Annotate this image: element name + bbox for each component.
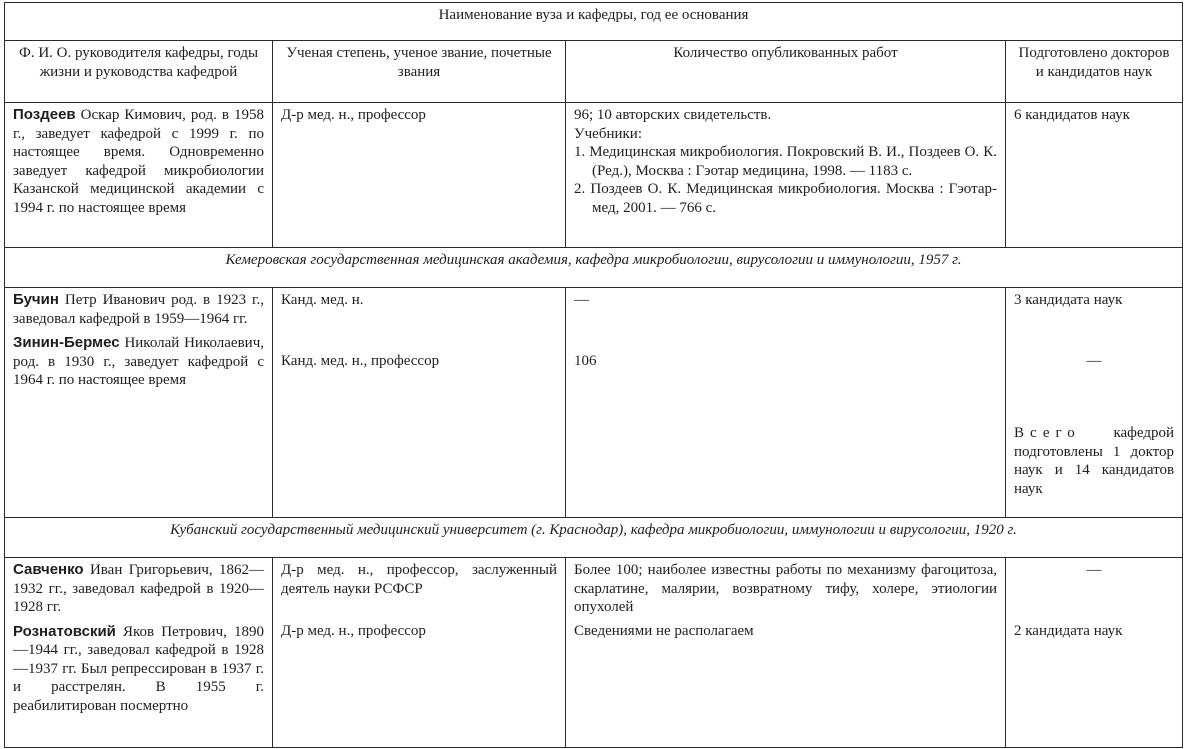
works-cell — [566, 558, 1006, 748]
table-title: Наименование вуза и кафедры, год ее основания — [5, 3, 1183, 41]
trained-value: — — [1086, 352, 1102, 369]
works-value: 106 — [574, 352, 597, 369]
works-cell — [566, 103, 1006, 248]
head-bio: Яков Петрович, 1890—1944 гг., заведовал кафедрой в 1928—1937 гг. Был репрессирован в 1937 г. и расстрелян. В 1955 г. реабилитирован посмертно — [13, 623, 264, 714]
section-row — [5, 518, 1183, 558]
trained-cell: 6 кандидатов наук — [1006, 103, 1183, 248]
head-cell — [5, 558, 273, 748]
total-word: Всего — [1014, 425, 1081, 441]
degree-cell — [273, 558, 566, 748]
trained-cell — [1006, 558, 1183, 748]
works-value: — — [574, 292, 589, 308]
degree-cell: Д-р мед. н., профессор — [273, 103, 566, 248]
column-header-name: Ф. И. О. руководителя кафедры, годы жизни и руководства кафедрой — [5, 41, 273, 103]
head-name: Савченко — [13, 561, 84, 578]
head-name: Поздеев — [13, 106, 76, 123]
table-row — [5, 103, 1183, 248]
column-header-trained: Подготовлено докторов и кандидатов наук — [1006, 41, 1183, 103]
head-bio: Иван Григорьевич, 1862—1932 гг., заведовал кафедрой в 1920—1928 гг. — [13, 562, 264, 615]
table-row — [5, 288, 1183, 518]
works-subtitle: Учебники: — [574, 125, 642, 142]
degree-value: Д-р мед. н., профессор — [281, 623, 426, 639]
works-count: 96; 10 авторских свидетельств. — [574, 107, 772, 123]
works-cell — [566, 288, 1006, 518]
trained-value: 2 кандидата наук — [1014, 623, 1123, 639]
list-item: 2. Поздеев О. К. Медицинская микробиология. Москва : Гэотар-мед, 2001. — 766 с. — [574, 181, 997, 216]
head-bio: Николай Николаевич, род. в 1930 г., заведует кафедрой с 1964 г. по настоящее время — [13, 335, 264, 388]
degree-value: Д-р мед. н., профессор, заслуженный деятель науки РСФСР — [281, 562, 557, 597]
trained-cell — [1006, 288, 1183, 518]
degree-value: Канд. мед. н., профессор — [281, 352, 440, 369]
head-name: Рознатовский — [13, 622, 116, 640]
table-title-row — [5, 3, 1183, 41]
column-header-degree: Ученая степень, ученое звание, почетные звания — [273, 41, 566, 103]
trained-value: 3 кандидата наук — [1014, 292, 1123, 308]
degree-value: Канд. мед. н. — [281, 292, 364, 308]
heads-of-department-table — [4, 2, 1183, 748]
head-cell — [5, 288, 273, 518]
column-header-row — [5, 41, 1183, 103]
head-bio: Оскар Кимович, род. в 1958 г., заведует кафедрой с 1999 г. по настоящее время. Одновременно заведует кафедрой микробиологии Казанской медицинской академии с 1994 г. по настоящее время — [13, 107, 264, 216]
trained-value: — — [1086, 562, 1102, 578]
head-entry — [13, 561, 264, 617]
head-entry — [13, 623, 264, 716]
degree-cell — [273, 288, 566, 518]
department-total — [1014, 424, 1174, 498]
head-name: Бучин — [13, 291, 59, 308]
head-name: Зинин-Бермес — [13, 334, 120, 351]
section-title: Кемеровская государственная медицинская академия, кафедра микробиологии, вирусологии и иммунологии, 1957 г. — [5, 248, 1183, 288]
head-cell — [5, 103, 273, 248]
list-item: 1. Медицинская микробиология. Покровский В. И., Поздеев О. К. (Ред.), Москва : Гэотар медицина, 1998. — 1183 с. — [574, 144, 997, 179]
textbook-list — [574, 143, 997, 217]
works-value: Более 100; наиболее известны работы по механизму фагоцитоза, скарлатине, малярии, возвратному тифу, холере, этиологии опухолей — [574, 562, 997, 615]
head-entry — [13, 291, 264, 328]
section-row — [5, 248, 1183, 288]
head-bio: Петр Иванович род. в 1923 г., заведовал кафедрой в 1959—1964 гг. — [13, 292, 264, 327]
section-title: Кубанский государственный медицинский университет (г. Краснодар), кафедра микробиологии, иммунологии и вирусологии, 1920 г. — [5, 518, 1183, 558]
spacer — [1014, 370, 1174, 424]
table-row — [5, 558, 1183, 748]
head-entry — [13, 334, 264, 390]
column-header-works: Количество опубликованных работ — [566, 41, 1006, 103]
works-value: Сведениями не располагаем — [574, 623, 754, 639]
total-text: кафедрой подготовлены 1 доктор наук и 14 кандидатов наук — [1014, 425, 1175, 497]
